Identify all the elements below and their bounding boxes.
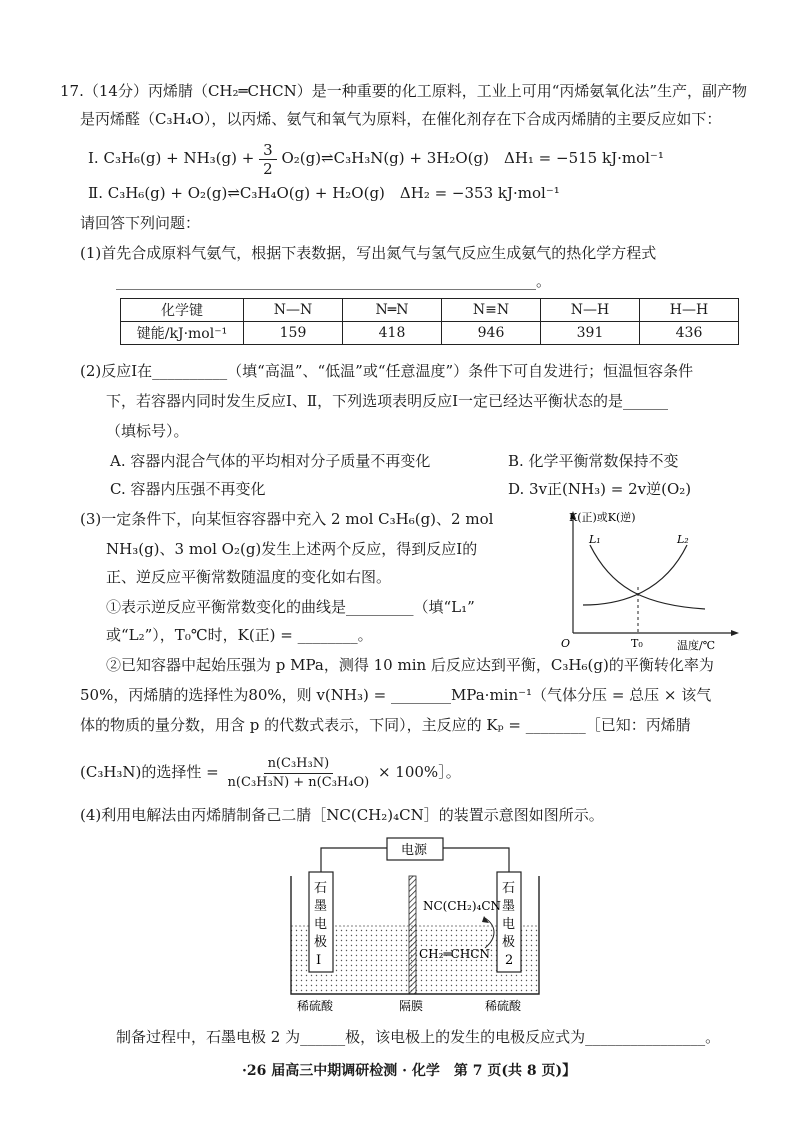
table-cell: 946 (442, 322, 541, 345)
electrode-2-char: 墨 (502, 899, 516, 914)
electrode-1-char: 极 (314, 935, 328, 950)
table-cell: 436 (640, 322, 739, 345)
selectivity-numerator: n(C₃H₃N) (264, 755, 334, 774)
part-2-line-2: 下，若容器内同时发生反应Ⅰ、Ⅱ，下列选项表明反应Ⅰ一定已经达平衡状态的是______ (106, 392, 669, 410)
option-b: B. 化学平衡常数保持不变 (508, 452, 679, 470)
left-solution-label: 稀硫酸 (297, 999, 334, 1013)
part-2-line-3: （填标号）。 (106, 422, 189, 440)
selectivity-prefix: (C₃H₃N)的选择性 = (80, 763, 219, 781)
electrode-2-char: 极 (502, 935, 516, 950)
electrode-2-char: 2 (505, 953, 514, 968)
reaction-1-frac-num: 3 (259, 141, 277, 160)
part-3-line-3: 正、逆反应平衡常数随温度的变化如右图。 (106, 568, 392, 586)
product-label: NC(CH₂)₄CN (423, 899, 501, 913)
electrode-1-char: 墨 (314, 899, 328, 914)
table-header-row (121, 299, 739, 322)
table-header-cell: N≡N (442, 299, 541, 322)
selectivity-formula (80, 752, 461, 792)
x-axis-arrow (731, 630, 739, 636)
table-header-cell: N—H (541, 299, 640, 322)
y-axis-label: K(正)或K(逆) (569, 511, 636, 524)
part-4-blank-line: 制备过程中，石墨电极 2 为______极，该电极上的发生的电极反应式为________________。 (116, 1028, 721, 1046)
t0-label: T₀ (631, 637, 643, 650)
reactant-label: CH₂═CHCN (419, 947, 491, 961)
prompt: 请回答下列问题： (80, 214, 201, 232)
electrolysis-apparatus (285, 834, 545, 1014)
option-a: A. 容器内混合气体的平均相对分子质量不再变化 (110, 452, 431, 470)
table-cell: 159 (244, 322, 343, 345)
part-3-sub-1-line-2: 或“L₂”），T₀℃时，K(正) = ________。 (106, 626, 373, 644)
table-cell: 391 (541, 322, 640, 345)
reaction-1 (88, 140, 664, 178)
electrode-2-char: 电 (502, 917, 516, 932)
curve-l1-label: L₁ (589, 533, 601, 546)
reaction-1-right: O₂(g)⇌C₃H₃N(g) + 3H₂O(g) ΔH₁ = −515 kJ·mol⁻¹ (281, 149, 664, 167)
right-wire (443, 848, 509, 872)
reaction-arrow-head (482, 916, 489, 923)
table-header-cell: H—H (640, 299, 739, 322)
electrode-1-char: 电 (314, 917, 328, 932)
bond-energy-table (120, 298, 739, 345)
membrane-label: 隔膜 (399, 999, 424, 1013)
intro-line-1: 17.（14分）丙烯腈（CH₂═CHCN）是一种重要的化工原料，工业上可用“丙烯氨氧化法”生产，副产物 (60, 82, 748, 100)
x-axis-label: 温度/℃ (677, 639, 716, 652)
option-c: C. 容器内压强不再变化 (110, 480, 266, 498)
electrode-1-char: Ⅰ (316, 953, 322, 968)
part-3-sub-2-line-3: 体的物质的量分数，用含 p 的代数式表示，下同），主反应的 Kₚ = ________［已知：丙烯腈 (80, 716, 691, 734)
part-3-line-1: (3)一定条件下，向某恒容容器中充入 2 mol C₃H₆(g)、2 mol (80, 510, 494, 528)
part-1-line-1: (1)首先合成原料气氨气，根据下表数据，写出氮气与氢气反应生成氨气的热化学方程式 (80, 244, 657, 262)
intro-line-2: 是丙烯醛（C₃H₄O），以丙烯、氨气和氧气为原料，在催化剂存在下合成丙烯腈的主要反应如下： (80, 110, 722, 128)
part-2-line-1: (2)反应Ⅰ在__________（填“高温”、“低温”或“任意温度”）条件下可自发进行；恒温恒容条件 (80, 362, 694, 380)
table-header-cell: 化学键 (121, 299, 244, 322)
page-footer: ·26 届高三中期调研检测 · 化学 第 7 页(共 8 页)】 (242, 1063, 577, 1079)
right-solution-label: 稀硫酸 (485, 999, 522, 1013)
option-d: D. 3v正(NH₃) = 2v逆(O₂) (508, 480, 692, 498)
table-row-label: 键能/kJ·mol⁻¹ (121, 322, 244, 345)
electrode-1-char: 石 (314, 881, 328, 896)
membrane (409, 876, 416, 994)
left-wire (321, 848, 387, 872)
origin-label: O (561, 637, 571, 650)
selectivity-fraction (224, 755, 374, 792)
k-temperature-graph (555, 505, 755, 655)
curve-l1 (590, 545, 705, 609)
reaction-1-fraction (259, 141, 277, 178)
reaction-1-frac-den: 2 (263, 159, 273, 178)
curve-l2-label: L₂ (677, 533, 689, 546)
electrode-2-char: 石 (502, 881, 516, 896)
selectivity-suffix: × 100%］。 (377, 763, 461, 781)
reaction-1-left: Ⅰ. C₃H₆(g) + NH₃(g) + (88, 149, 255, 167)
table-header-cell: N═N (343, 299, 442, 322)
part-3-sub-2-line-1: ②已知容器中起始压强为 p MPa，测得 10 min 后反应达到平衡，C₃H₆(g)的平衡转化率为 (106, 656, 714, 674)
part-1-blank: ________________________________________________________。 (116, 272, 552, 290)
table-cell: 418 (343, 322, 442, 345)
part-3-sub-1-line-1: ①表示逆反应平衡常数变化的曲线是_________（填“L₁” (106, 598, 475, 616)
reaction-2: Ⅱ. C₃H₆(g) + O₂(g)⇌C₃H₄O(g) + H₂O(g) ΔH₂ = −353 kJ·mol⁻¹ (88, 184, 560, 202)
table-header-cell: N—N (244, 299, 343, 322)
table-row (121, 322, 739, 345)
curve-l2 (583, 545, 687, 605)
power-source-label: 电源 (401, 843, 428, 858)
part-4-line-1: (4)利用电解法由丙烯腈制备己二腈［NC(CH₂)₄CN］的装置示意图如图所示。 (80, 806, 604, 824)
part-3-sub-2-line-2: 50%，丙烯腈的选择性为80%，则 v(NH₃) = ________MPa·min⁻¹（气体分压 = 总压 × 该气 (80, 686, 712, 704)
part-3-line-2: NH₃(g)、3 mol O₂(g)发生上述两个反应，得到反应Ⅰ的 (106, 540, 478, 558)
selectivity-denominator: n(C₃H₃N) + n(C₃H₄O) (227, 774, 370, 790)
